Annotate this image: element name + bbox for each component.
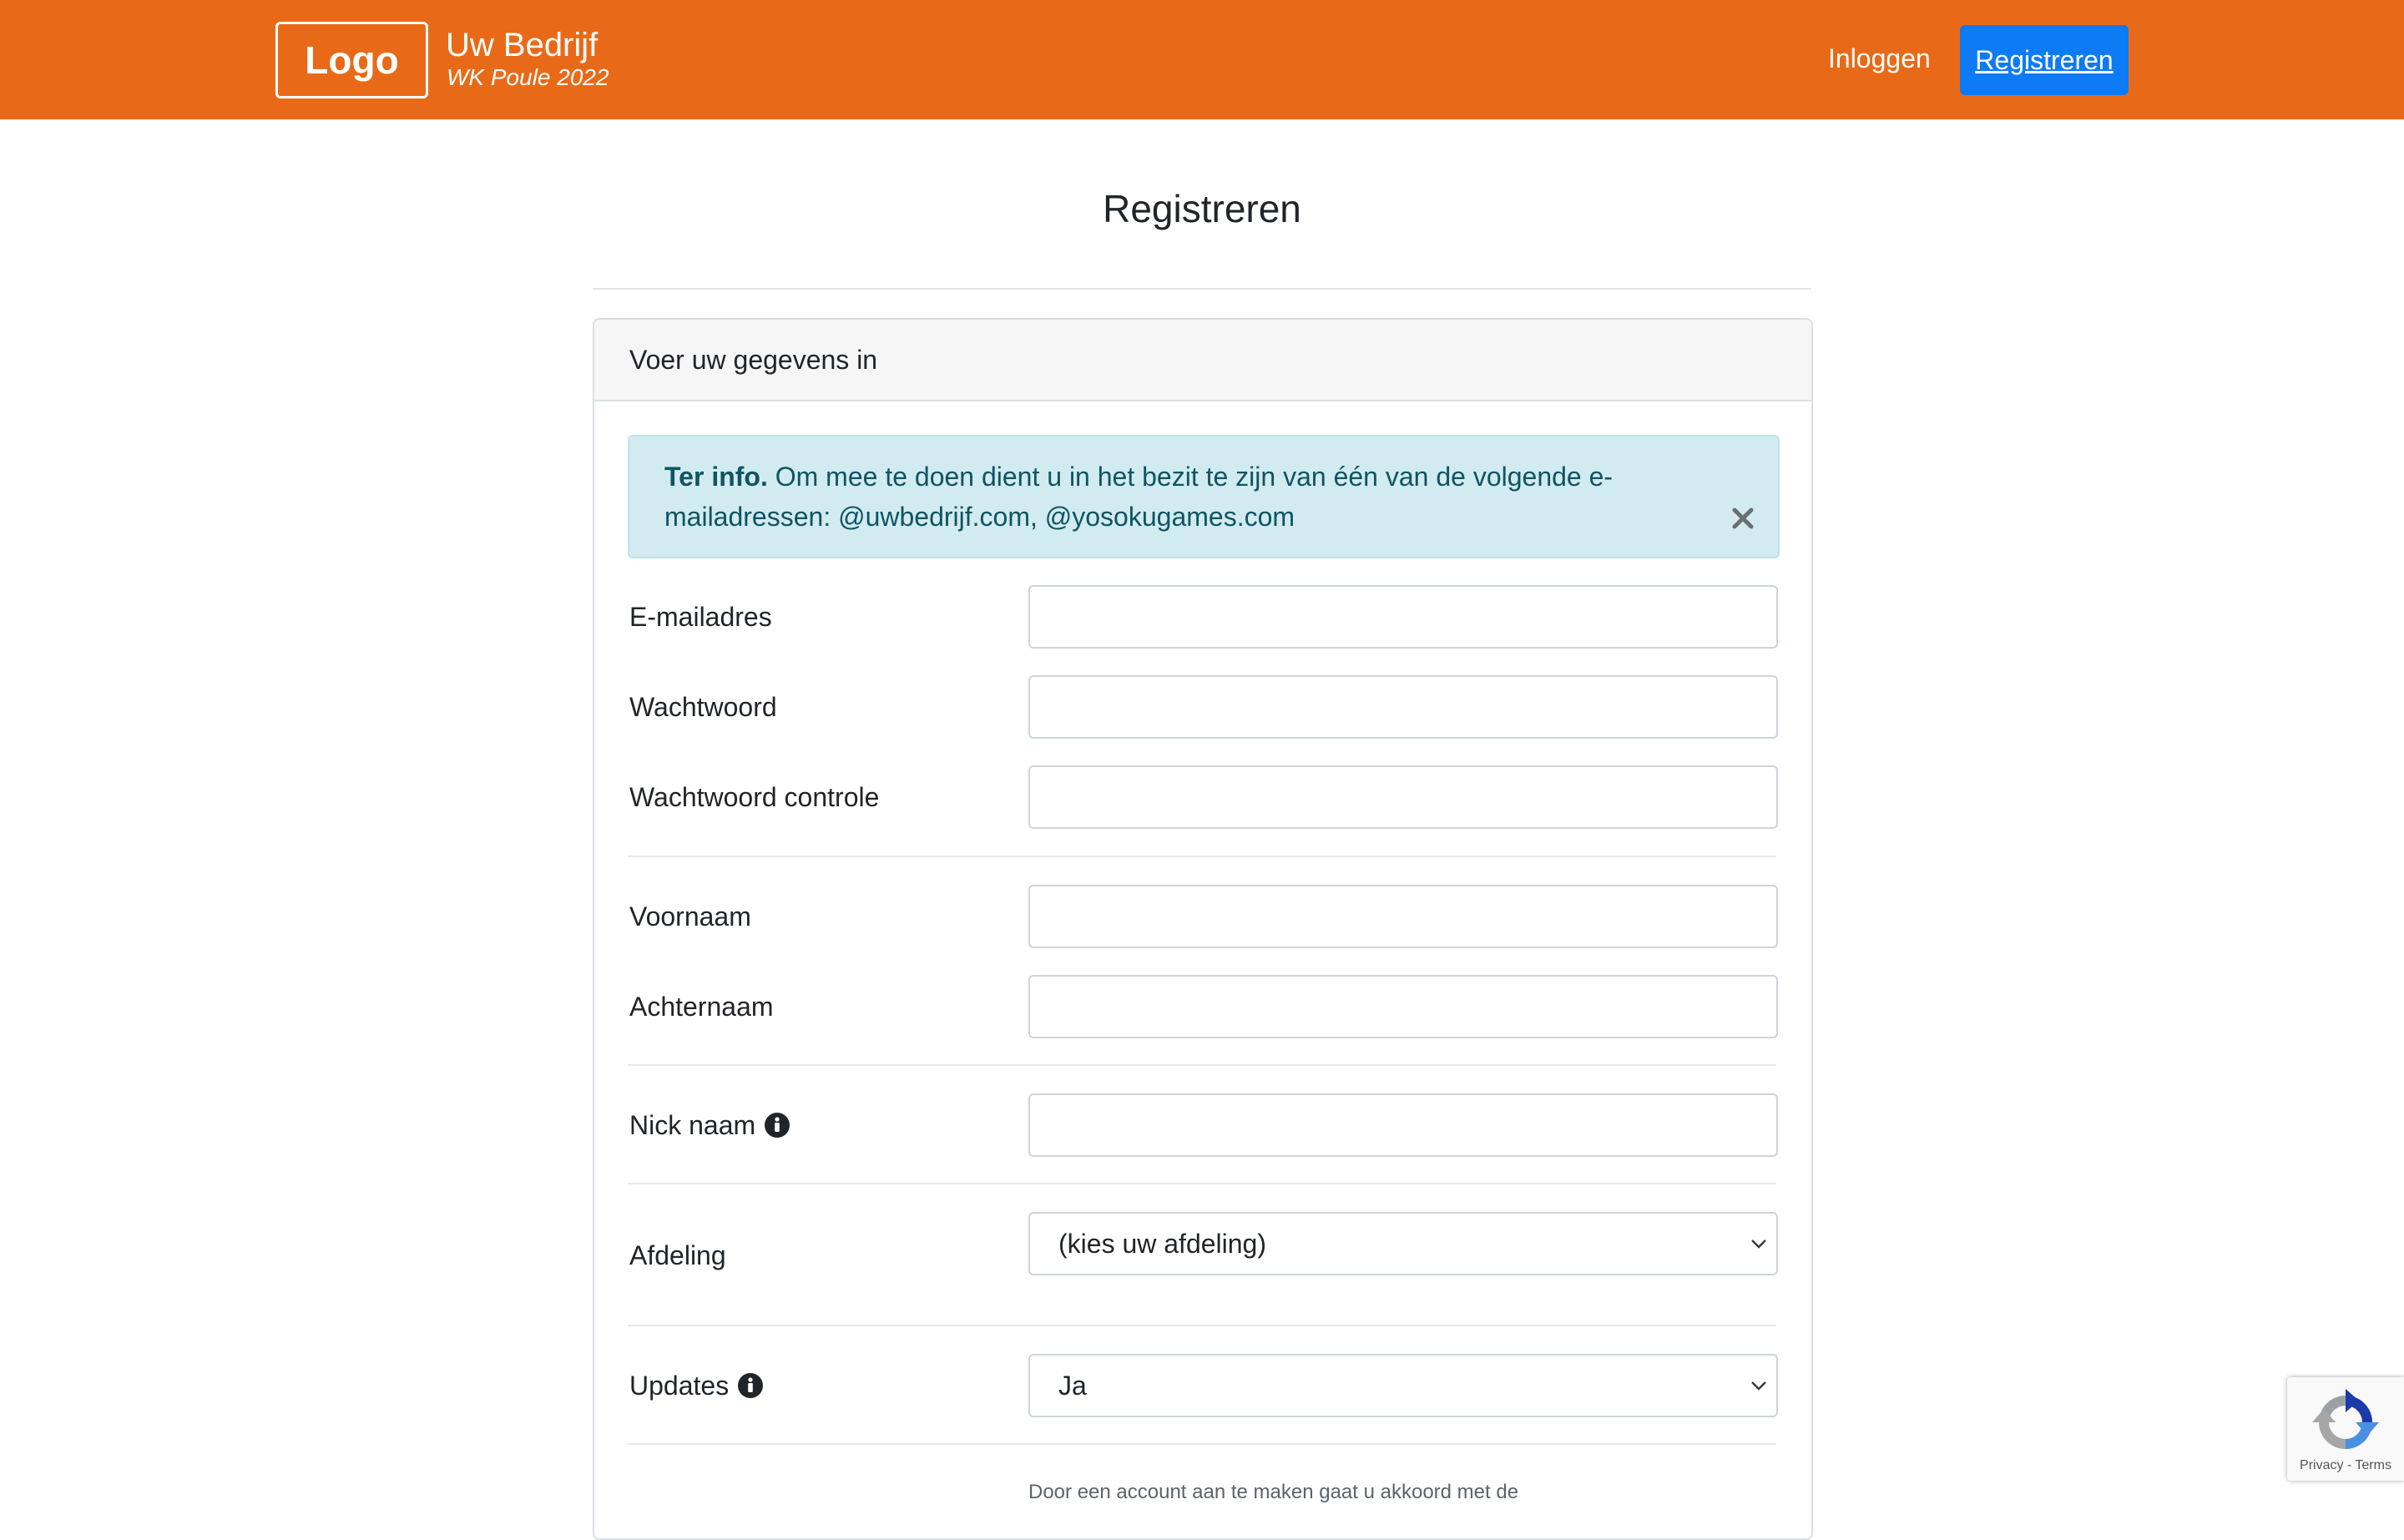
email-input[interactable] (1028, 585, 1778, 649)
chevron-down-icon (1750, 1379, 1768, 1392)
close-icon[interactable] (1726, 502, 1760, 535)
department-selected-value: (kies uw afdeling) (1058, 1229, 1266, 1259)
password-input[interactable] (1028, 675, 1778, 739)
page-title: Registreren (1103, 187, 1301, 230)
recaptcha-links (2287, 1457, 2404, 1474)
email-label: E-mailadres (629, 602, 772, 632)
registration-card (593, 318, 1813, 1540)
section-divider (628, 1325, 1776, 1326)
last-name-label: Achternaam (629, 992, 774, 1022)
alert-message: Om mee te doen dient u in het bezit te zijn van één van de volgende e-mailadressen: @uwbedrijf.com, @yosokugames.com (664, 462, 1614, 532)
chevron-down-icon (1750, 1237, 1768, 1250)
last-name-input[interactable] (1028, 975, 1778, 1038)
terms-text: Door een account aan te maken gaat u akkoord met de (1028, 1481, 1519, 1503)
section-divider (628, 1183, 1776, 1184)
recaptcha-badge[interactable] (2287, 1377, 2404, 1481)
updates-label (629, 1369, 764, 1402)
brand-subtitle: WK Poule 2022 (447, 64, 609, 90)
password-confirm-label: Wachtwoord controle (629, 782, 880, 812)
department-select[interactable] (1028, 1212, 1778, 1275)
nickname-label (629, 1108, 790, 1142)
logo[interactable]: Logo (275, 22, 428, 98)
updates-label-text: Updates (629, 1371, 730, 1401)
login-link[interactable]: Inloggen (1828, 43, 1931, 73)
register-button[interactable]: Registreren (1960, 25, 2129, 95)
recaptcha-icon (2311, 1387, 2381, 1457)
department-label: Afdeling (629, 1240, 726, 1270)
recaptcha-privacy-link[interactable]: Privacy (2300, 1458, 2344, 1472)
password-label: Wachtwoord (629, 692, 777, 722)
info-icon[interactable] (764, 1112, 790, 1139)
card-header-title: Voer uw gegevens in (629, 345, 878, 375)
nickname-input[interactable] (1028, 1093, 1778, 1157)
brand-name: Uw Bedrijf (446, 27, 598, 63)
navbar (0, 0, 2404, 119)
alert-text (664, 457, 1666, 537)
updates-selected-value: Ja (1058, 1371, 1087, 1401)
alert-strong: Ter info. (664, 462, 768, 492)
heading-divider (593, 288, 1811, 290)
first-name-label: Voornaam (629, 901, 751, 932)
section-divider (628, 1064, 1776, 1066)
recaptcha-separator: - (2343, 1458, 2356, 1472)
info-alert (628, 435, 1780, 558)
section-divider (628, 1443, 1776, 1445)
recaptcha-terms-link[interactable]: Terms (2355, 1458, 2391, 1472)
section-divider (628, 856, 1776, 857)
info-icon[interactable] (737, 1372, 764, 1399)
password-confirm-input[interactable] (1028, 765, 1778, 829)
card-header (594, 320, 1811, 401)
first-name-input[interactable] (1028, 885, 1778, 948)
nickname-label-text: Nick naam (629, 1110, 756, 1140)
updates-select[interactable] (1028, 1354, 1778, 1417)
